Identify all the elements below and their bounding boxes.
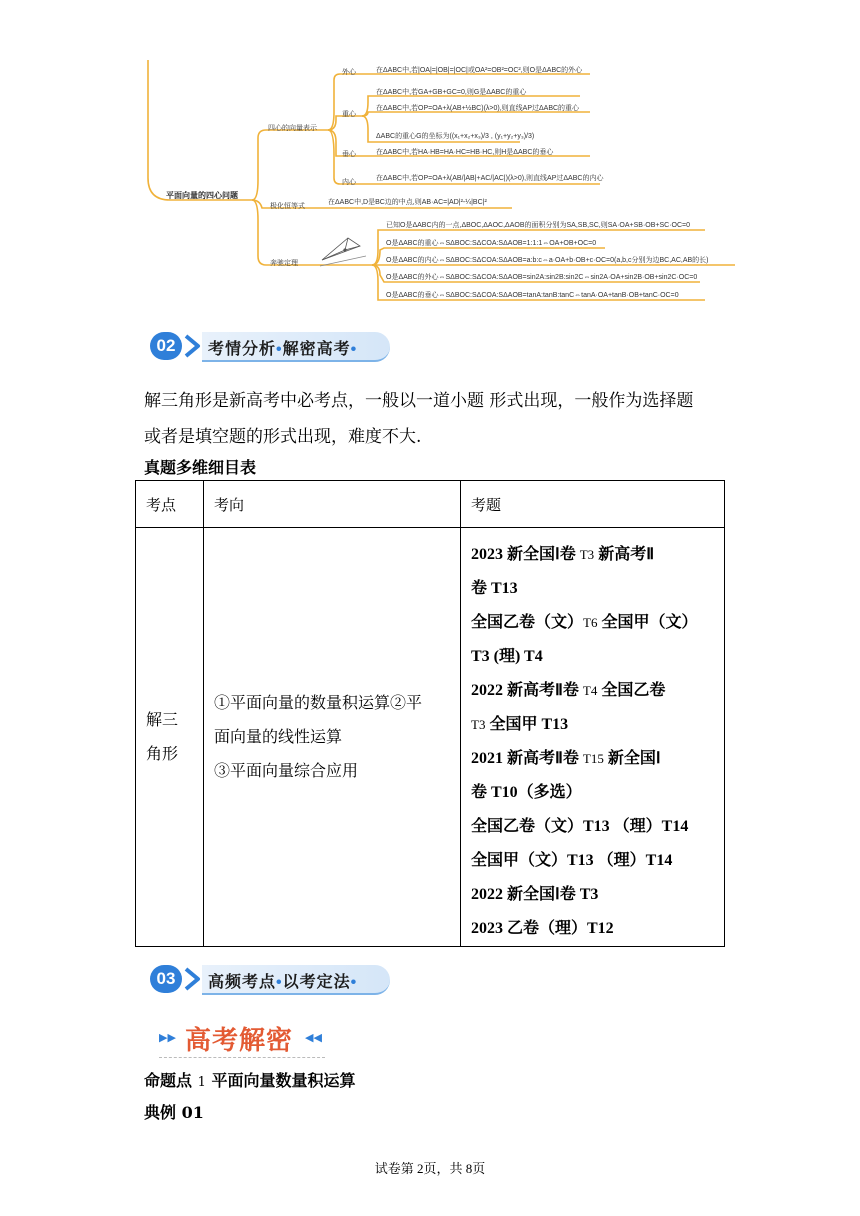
page-footer: 试卷第 2页，共 8页	[374, 1161, 486, 1176]
mindmap-root: 平面向量的四心问题	[166, 191, 238, 200]
example-heading: 典例 01	[144, 1103, 204, 1122]
table-title: 真题多维细目表	[144, 458, 257, 477]
header-topics: 考题	[461, 481, 725, 528]
leaf-polarization: 在ΔABC中,D是BC边的中点,则AB·AC=|AD|²-¼|BC|²	[328, 199, 487, 206]
chevron-right-icon	[180, 333, 206, 359]
center-ortho: 垂心	[342, 151, 356, 158]
section-banner-02	[150, 330, 390, 364]
leaf-benz-2: O是ΔABC的重心⇔SΔBOC:SΔCOA:SΔAOB=1:1:1⇔OA+OB+OC=0	[386, 240, 597, 247]
leaf-ortho: 在ΔABC中,若HA·HB=HA·HC=HB·HC,则H是ΔABC的垂心	[376, 149, 554, 156]
leaf-benz-5: O是ΔABC的垂心⇔SΔBOC:SΔCOA:SΔAOB=tanA:tanB:tanC⇔tanA·OA+tanB·OB+tanC·OC=0	[386, 292, 679, 299]
table-header-row	[136, 481, 725, 528]
triangle-figure	[320, 238, 366, 266]
leaf-centroid-3: ΔABC的重心G的坐标为((x₁+x₂+x₃)/3 , (y₁+y₂+y₃)/3)	[376, 133, 535, 140]
category-polarization: 极化恒等式	[270, 203, 305, 210]
cell-direction: ①平面向量的数量积运算②平 面向量的线性运算 ③平面向量综合应用	[204, 528, 461, 947]
cell-topics: 2023 新全国Ⅰ卷 T3 新高考Ⅱ 卷 T13 全国乙卷（文）T6 全国甲（文） T3 (理) T4 2022 新高考Ⅱ卷 T4 全国乙卷 T3 全国甲 T13 2021 新高考Ⅱ卷 T15 新全国Ⅰ 卷 T10（多选） 全国乙卷（文）T13 （理）T14 全国甲（文）T13 （理）T14 2022 新全国Ⅰ卷 T3 2023 乙卷（理）T12	[461, 528, 725, 947]
intro-paragraph: 解三角形是新高考中必考点，一般以一道小题 形式出现，一般作为选择题 或者是填空题的形式出现，难度不大.	[144, 391, 694, 447]
leaf-benz-3: O是ΔABC的内心⇔SΔBOC:SΔCOA:SΔAOB=a:b:c⇔a·OA+b·OB+c·OC=0(a,b,c分别为边BC,AC,AB的长)	[386, 257, 709, 264]
cell-point: 解三 角形	[136, 528, 204, 947]
leaf-centroid-2: 在ΔABC中,若OP=OA+λ(AB+½BC)(λ>0),则直线AP过ΔABC的重心	[376, 105, 580, 112]
header-point: 考点	[136, 481, 204, 528]
mindmap	[140, 60, 740, 315]
double-arrow-left-icon: ◀◀	[305, 1031, 322, 1044]
center-incenter: 内心	[342, 179, 356, 186]
section-banner-03	[150, 963, 390, 997]
double-arrow-right-icon: ▶▶	[159, 1031, 176, 1044]
leaf-benz-4: O是ΔABC的外心⇔SΔBOC:SΔCOA:SΔAOB=sin2A:sin2B:sin2C⇔sin2A·OA+sin2B·OB+sin2C·OC=0	[386, 274, 698, 281]
leaf-incenter: 在ΔABC中,若OP=OA+λ(AB/|AB|+AC/|AC|)(λ>0),则直线AP过ΔABC的内心	[376, 175, 604, 182]
leaf-circum: 在ΔABC中,若|OA|=|OB|=|OC|或OA²=OB²=OC²,则O是ΔABC的外心	[376, 67, 583, 74]
category-representation: 四心的向量表示	[268, 125, 317, 132]
proposition-heading: 命题点 1 平面向量数量积运算	[144, 1071, 356, 1090]
section-title: 高频考点•以考定法•	[208, 974, 358, 991]
center-centroid: 重心	[342, 111, 356, 118]
chevron-right-icon	[180, 966, 206, 992]
table-row	[136, 528, 725, 947]
dashed-underline	[159, 1057, 325, 1058]
exam-table	[135, 480, 725, 947]
leaf-centroid-1: 在ΔABC中,若GA+GB+GC=0,则G是ΔABC的重心	[376, 89, 527, 96]
section-title: 考情分析•解密高考•	[208, 341, 358, 358]
center-circum: 外心	[342, 69, 356, 76]
section-number: 02	[150, 332, 182, 360]
category-benz: 奔驰定理	[270, 260, 298, 267]
header-direction: 考向	[204, 481, 461, 528]
exam-secret-label: ▶▶ 高考解密 ◀◀	[155, 1018, 325, 1058]
leaf-benz-1: 已知O是ΔABC内的一点,ΔBOC,ΔAOC,ΔAOB的面积分别为SA,SB,SC,则SA·OA+SB·OB+SC·OC=0	[386, 222, 691, 229]
section-number: 03	[150, 965, 182, 993]
